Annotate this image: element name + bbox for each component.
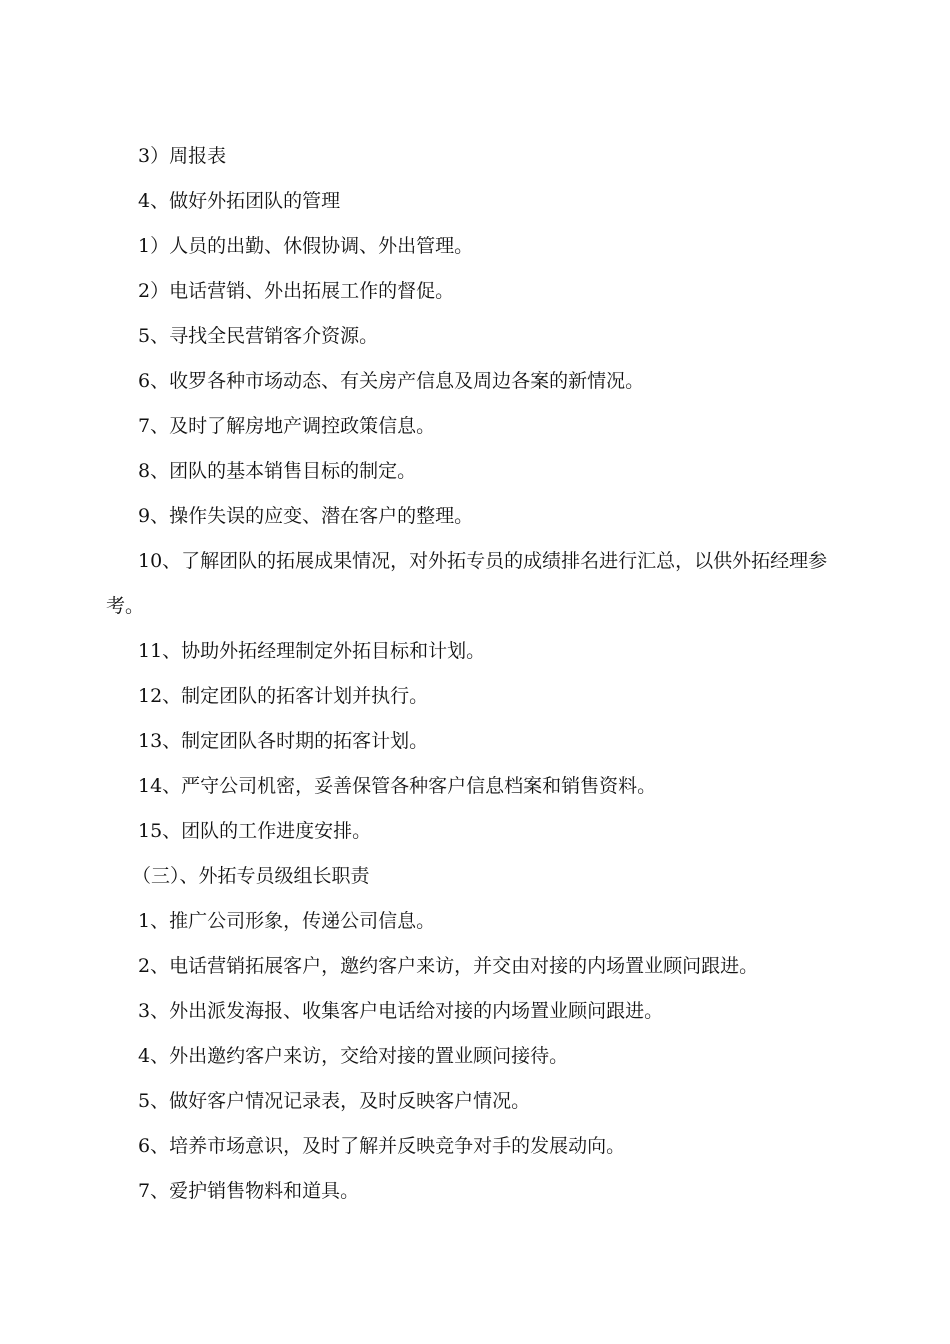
paragraph-sales-target: 8、团队的基本销售目标的制定。 xyxy=(138,460,417,482)
paragraph-weekly-report: 3）周报表 xyxy=(138,145,227,167)
paragraph-client-resources: 5、寻找全民营销客介资源。 xyxy=(138,325,379,347)
paragraph-team-management: 4、做好外拓团队的管理 xyxy=(138,190,341,212)
paragraph-period-plan: 13、制定团队各时期的拓客计划。 xyxy=(138,730,429,752)
paragraph-attendance: 1）人员的出勤、休假协调、外出管理。 xyxy=(138,235,474,257)
paragraph-error-handling: 9、操作失误的应变、潜在客户的整理。 xyxy=(138,505,474,527)
paragraph-posters: 3、外出派发海报、收集客户电话给对接的内场置业顾问跟进。 xyxy=(138,1000,664,1022)
paragraph-policy-info: 7、及时了解房地产调控政策信息。 xyxy=(138,415,436,437)
paragraph-market-awareness: 6、培养市场意识，及时了解并反映竞争对手的发展动向。 xyxy=(138,1135,626,1157)
section-heading-team-leader: （三）、外拓专员级组长职责 xyxy=(132,865,370,887)
paragraph-promote-company: 1、推广公司形象，传递公司信息。 xyxy=(138,910,436,932)
paragraph-sales-materials: 7、爱护销售物料和道具。 xyxy=(138,1180,360,1202)
paragraph-phone-marketing: 2）电话营销、外出拓展工作的督促。 xyxy=(138,280,455,302)
paragraph-assist-manager: 11、协助外拓经理制定外拓目标和计划。 xyxy=(138,640,486,662)
document-body xyxy=(106,134,836,1214)
paragraph-invite-clients: 4、外出邀约客户来访，交给对接的置业顾问接待。 xyxy=(138,1045,569,1067)
paragraph-confidentiality: 14、严守公司机密，妥善保管各种客户信息档案和销售资料。 xyxy=(138,775,657,797)
paragraph-team-plan: 12、制定团队的拓客计划并执行。 xyxy=(138,685,429,707)
paragraph-client-records: 5、做好客户情况记录表，及时反映客户情况。 xyxy=(138,1090,531,1112)
paragraph-market-info: 6、收罗各种市场动态、有关房产信息及周边各案的新情况。 xyxy=(138,370,645,392)
paragraph-phone-clients: 2、电话营销拓展客户，邀约客户来访，并交由对接的内场置业顾问跟进。 xyxy=(138,955,759,977)
paragraph-team-results: 10、了解团队的拓展成果情况，对外拓专员的成绩排名进行汇总，以供外拓经理参考。 xyxy=(106,550,828,617)
paragraph-progress: 15、团队的工作进度安排。 xyxy=(138,820,372,842)
